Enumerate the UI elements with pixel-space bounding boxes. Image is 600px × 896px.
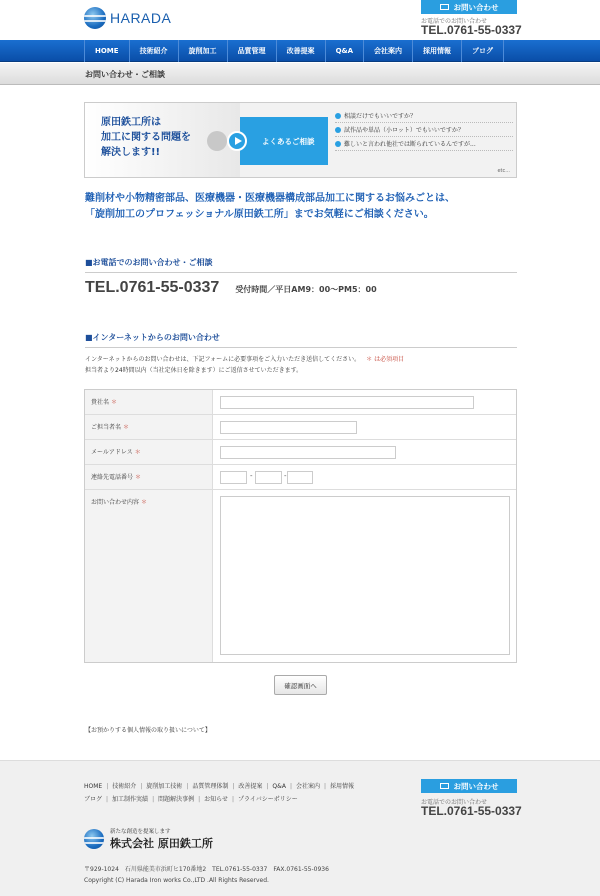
required-star: ＊ (111, 399, 118, 406)
phone-separator: - (250, 472, 253, 480)
message-label-text: お問い合わせ内容 (91, 499, 140, 506)
footer-address-block (84, 864, 329, 886)
nav-item-quality[interactable]: 品質管理 (227, 40, 276, 62)
footer-link[interactable]: 採用情報 (330, 783, 355, 790)
footer-tel-caption: お電話でのお問い合わせ (421, 799, 488, 806)
intro-text: インターネットからのお問い合わせは、下記フォームに必要事項をご入力いただき送信してください。 (85, 356, 361, 363)
required-star: ＊ (123, 424, 130, 431)
footer-contact-button[interactable] (421, 779, 517, 793)
bullet-icon (335, 127, 341, 133)
phone-label (85, 465, 213, 489)
phone-number: TEL.0761-55-0337 (85, 279, 220, 296)
form-intro (85, 354, 517, 376)
footer-link[interactable]: 品質管理体制 (192, 783, 229, 790)
globe-logo-icon (84, 7, 106, 29)
form-row-company (85, 390, 516, 415)
footer-tel: TEL.0761-55-0337 (421, 804, 522, 818)
faq-banner (84, 102, 517, 178)
phone-input-1[interactable] (220, 471, 247, 484)
footer-link[interactable]: 問題解決事例 (158, 796, 195, 803)
main-nav (0, 40, 600, 62)
faq-question-item[interactable] (335, 123, 513, 137)
nav-item-company[interactable]: 会社案内 (363, 40, 412, 62)
lead-line: 「旋削加工のプロフェッショナル原田鉄工所」までお気軽にご相談ください。 (85, 209, 434, 220)
form-row-phone (85, 465, 516, 490)
nav-item-improvement[interactable]: 改善提案 (276, 40, 325, 62)
nav-item-recruit[interactable]: 採用情報 (412, 40, 461, 62)
site-logo[interactable] (84, 5, 174, 31)
faq-button-label: よくあるご相談 (262, 136, 315, 146)
message-textarea[interactable] (220, 496, 510, 655)
nav-item-home[interactable]: HOME (84, 40, 129, 62)
footer-links-row: ブログ | 加工制作実績 | 問題解決事例 | お知らせ | プライバシーポリシー (84, 796, 298, 803)
form-row-message (85, 490, 516, 662)
header-contact-button[interactable] (421, 0, 517, 14)
faq-question-text: 難しいと言われ他社では断られているんですが... (344, 141, 476, 148)
nav-item-turning[interactable]: 旋削加工 (178, 40, 227, 62)
header-tel: TEL.0761-55-0337 (421, 23, 522, 37)
footer-link[interactable]: ブログ (84, 796, 103, 803)
footer-logo[interactable] (84, 827, 213, 851)
bullet-icon (335, 113, 341, 119)
site-footer (0, 760, 600, 896)
envelope-icon (440, 4, 449, 10)
email-label (85, 440, 213, 464)
required-star: ＊ (134, 449, 141, 456)
email-label-text: メールアドレス (91, 449, 133, 456)
page-title: お問い合わせ・ご相談 (85, 70, 165, 79)
lead-line: 難削材や小物精密部品、医療機器・医療機器構成部品加工に関するお悩みごとは、 (85, 193, 455, 204)
phone-label-text: 連絡先電話番号 (91, 474, 134, 481)
phone-separator: - (284, 472, 287, 480)
faq-question-item[interactable] (335, 137, 513, 151)
faq-question-item[interactable] (335, 109, 513, 123)
email-input[interactable] (220, 446, 396, 459)
intro-text: 担当者より24時間以内（当社定休日を除きます）にご返信させていただきます。 (85, 367, 303, 374)
footer-contact-label: お問い合わせ (453, 781, 499, 791)
form-row-person (85, 415, 516, 440)
footer-link[interactable]: 会社案内 (295, 783, 320, 790)
banner-headline-line: 解決します!! (101, 147, 161, 158)
person-label (85, 415, 213, 439)
required-star: ＊ (141, 499, 148, 506)
footer-link[interactable]: HOME (84, 783, 103, 790)
banner-headline-line: 加工に関する問題を (101, 132, 191, 143)
faq-question-list (335, 109, 513, 151)
nav-item-qa[interactable]: Q&A (325, 40, 363, 62)
contact-form (84, 389, 517, 663)
nav-item-blog[interactable]: ブログ (461, 40, 504, 62)
footer-link[interactable]: 旋削加工技術 (146, 783, 183, 790)
footer-link[interactable]: プライバシーポリシー (238, 796, 298, 803)
confirm-button[interactable]: 確認画面へ (274, 675, 327, 695)
phone-input-3[interactable] (287, 471, 313, 484)
bullet-icon (335, 141, 341, 147)
phone-input-2[interactable] (255, 471, 282, 484)
page-title-bar (0, 63, 600, 85)
play-arrow-icon (227, 131, 247, 151)
person-input[interactable] (220, 421, 357, 434)
footer-address: 〒929-1024 石川県能美市浜町ヒ170番地2 TEL.0761-55-0337 FAX.0761-55-0936 (84, 866, 329, 873)
company-input[interactable] (220, 396, 474, 409)
footer-links-row: HOME | 技術紹介 | 旋削加工技術 | 品質管理体制 | 改善提案 | Q&A | 会社案内 | 採用情報 (84, 783, 355, 790)
logo-text: HARADA (110, 10, 172, 26)
footer-link[interactable]: Q&A (272, 783, 286, 790)
site-header (0, 0, 600, 40)
privacy-link[interactable]: 【お預かりする個人情報の取り扱いについて】 (85, 727, 211, 734)
footer-copyright: Copyright (C) Harada Iron works Co.,LTD .All Rights Reserved. (84, 877, 269, 884)
business-hours: 受付時間／平日AM9：00〜PM5：00 (235, 285, 377, 294)
footer-link[interactable]: 改善提案 (238, 783, 263, 790)
footer-tagline: 新たな創造を提案します (110, 829, 171, 835)
company-label-text: 貴社名 (91, 399, 110, 406)
banner-headline (85, 103, 240, 177)
envelope-icon (440, 783, 449, 789)
person-label-text: ご担当者名 (91, 424, 122, 431)
footer-link[interactable]: お知らせ (204, 796, 228, 803)
globe-logo-icon (84, 829, 104, 849)
footer-company-name: 株式会社 原田鉄工所 (110, 837, 213, 850)
required-note: ＊ は必須項目 (366, 356, 405, 363)
message-label (85, 490, 213, 662)
faq-question-text: 試作品や単品（小ロット）でもいいですか？ (344, 127, 464, 134)
footer-links (84, 780, 404, 806)
footer-link[interactable]: 加工制作実績 (112, 796, 149, 803)
banner-etc: etc... (497, 168, 510, 174)
phone-section-heading: ■お電話でのお問い合わせ・ご相談 (85, 257, 517, 273)
phone-info (85, 279, 377, 297)
net-section-heading: ■インターネットからのお問い合わせ (85, 332, 517, 348)
footer-link[interactable]: 技術紹介 (112, 783, 137, 790)
company-label (85, 390, 213, 414)
header-contact-label: お問い合わせ (453, 2, 499, 12)
banner-headline-line: 原田鉄工所は (101, 117, 161, 128)
faq-question-text: 相談だけでもいいですか？ (344, 113, 417, 120)
header-tel-caption: お電話でのお問い合わせ (421, 18, 488, 25)
required-star: ＊ (135, 474, 142, 481)
faq-button[interactable] (240, 117, 328, 165)
form-row-email (85, 440, 516, 465)
lead-text (85, 191, 525, 223)
nav-item-technology[interactable]: 技術紹介 (129, 40, 178, 62)
